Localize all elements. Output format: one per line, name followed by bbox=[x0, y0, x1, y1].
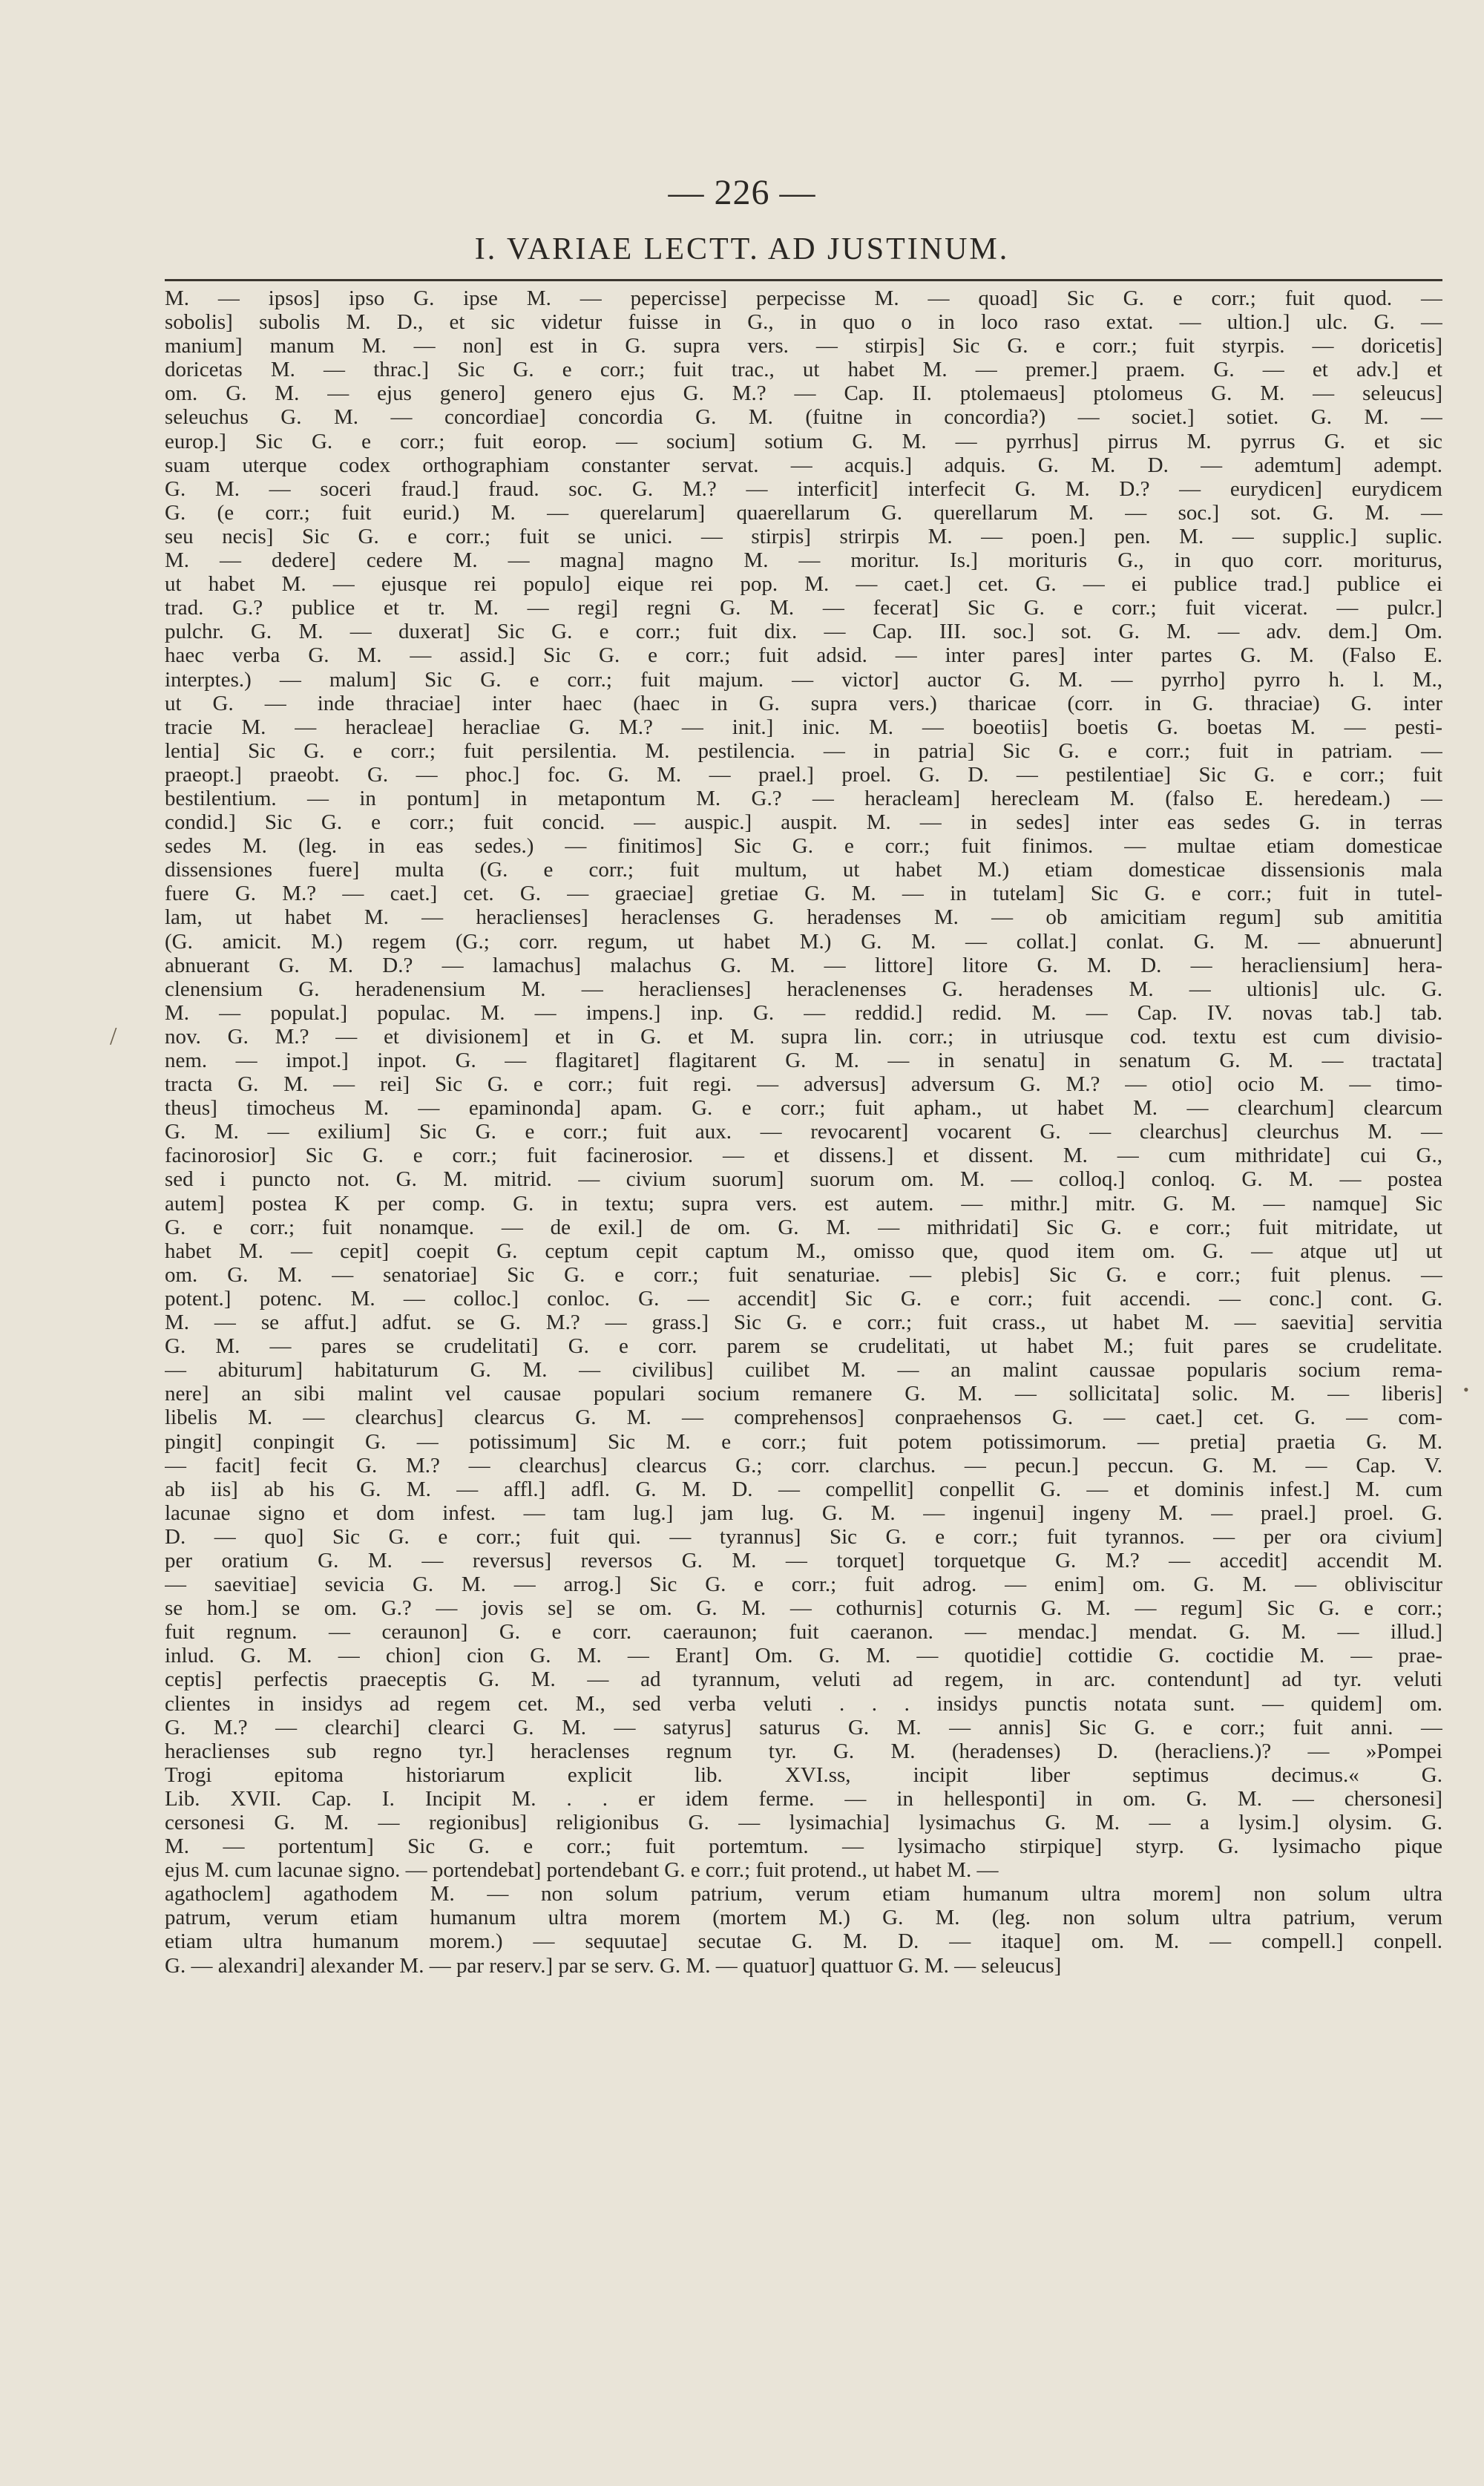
text-line: bestilentium. — in pontum] in metapontum M. G.? — heracleam] herecleam M. (falso E. heredeam.) — bbox=[165, 786, 1442, 810]
text-line: clientes in insidys ad regem cet. M., sed verba veluti . . . insidys punctis notata sunt. — quidem] om. bbox=[165, 1691, 1442, 1716]
text-line: G. M.? — clearchi] clearci G. M. — satyrus] saturus G. M. — annis] Sic G. e corr.; fuit anni. — bbox=[165, 1715, 1442, 1739]
text-line: ceptis] perfectis praeceptis G. M. — ad tyrannum, veluti ad regem, in arc. contendunt] ad tyr. veluti bbox=[165, 1667, 1442, 1692]
text-line: suam uterque codex orthographiam constanter servat. — acquis.] adquis. G. M. D. — ademtum] adempt. bbox=[165, 453, 1442, 477]
text-line: sobolis] subolis M. D., et sic videtur fuisse in G., in quo o in loco raso extat. — ultion.] ulc. G. — bbox=[165, 310, 1442, 335]
text-line: cersonesi G. M. — regionibus] religionibus G. — lysimachia] lysimachus G. M. — a lysim.] olysim. G. bbox=[165, 1811, 1442, 1834]
text-line: facinorosior] Sic G. e corr.; fuit facinerosior. — et dissens.] et dissent. M. — cum mithridate] cui G., bbox=[165, 1144, 1442, 1168]
text-line: nere] an sibi malint vel causae populari socium remanere G. M. — sollicitata] solic. M. — liberis] bbox=[165, 1382, 1442, 1406]
text-line: pulchr. G. M. — duxerat] Sic G. e corr.; fuit dix. — Cap. III. soc.] sot. G. M. — adv. dem.] Om. bbox=[165, 620, 1442, 644]
running-head: I. VARIAE LECTT. AD JUSTINUM. bbox=[474, 232, 1010, 266]
text-line: heraclienses sub regno tyr.] heraclenses regnum tyr. G. M. (heradenses) D. (heracliens.)? — »Pompei bbox=[165, 1739, 1442, 1763]
text-line: om. G. M. — senatoriae] Sic G. e corr.; fuit senaturiae. — plebis] Sic G. e corr.; fuit plenus. — bbox=[165, 1262, 1442, 1287]
text-line: fuit regnum. — ceraunon] G. e corr. caeraunon; fuit caeranon. — mendac.] mendat. G. M. — illud.] bbox=[165, 1620, 1442, 1644]
text-line: — saevitiae] sevicia G. M. — arrog.] Sic G. e corr.; fuit adrog. — enim] om. G. M. — obliviscitur bbox=[165, 1572, 1442, 1597]
text-line: lacunae signo et dom infest. — tam lug.] jam lug. G. M. — ingenui] ingeny M. — prael.] proel. G. bbox=[165, 1501, 1442, 1525]
text-line: Trogi epitoma historiarum explicit lib. XVI.ss, incipit liber septimus decimus.« G. bbox=[165, 1762, 1442, 1787]
text-line: ejus M. cum lacunae signo. — portendebat] portendebant G. e corr.; fuit protend., ut habet M. — bbox=[165, 1858, 999, 1883]
text-line: fuere G. M.? — caet.] cet. G. — graeciae] gretiae G. M. — in tutelam] Sic G. e corr.; fuit in tutel- bbox=[165, 882, 1442, 906]
margin-mark-right: • bbox=[1463, 1380, 1469, 1399]
text-line: (G. amicit. M.) regem (G.; corr. regum, ut habet M.) G. M. — collat.] conlat. G. M. — abnuerunt] bbox=[165, 929, 1442, 954]
text-line: seleuchus G. M. — concordiae] concordia G. M. (fuitne in concordia?) — societ.] sotiet. G. M. — bbox=[165, 405, 1442, 430]
header-rule bbox=[165, 279, 1442, 281]
text-line: tracie M. — heracleae] heracliae G. M.? — init.] inic. M. — boeotiis] boetis G. boetas M. — pesti- bbox=[165, 715, 1442, 739]
text-line: G. e corr.; fuit nonamque. — de exil.] de om. G. M. — mithridati] Sic G. e corr.; fuit mitridate, ut bbox=[165, 1215, 1442, 1239]
text-line: Lib. XVII. Cap. I. Incipit M. . . er idem ferme. — in hellesponti] in om. G. M. — chersonesi] bbox=[165, 1786, 1442, 1811]
text-line: patrum, verum etiam humanum ultra morem (mortem M.) G. M. (leg. non solum ultra patrium, verum bbox=[165, 1906, 1442, 1930]
text-line: dissensiones fuere] multa (G. e corr.; fuit multum, ut habet M.) etiam domesticae dissensionis mala bbox=[165, 858, 1442, 882]
text-line: haec verba G. M. — assid.] Sic G. e corr.; fuit adsid. — inter pares] inter partes G. M. (Falso E. bbox=[165, 643, 1442, 668]
text-line: lentia] Sic G. e corr.; fuit persilentia. M. pestilencia. — in patria] Sic G. e corr.; fuit in patriam. — bbox=[165, 738, 1442, 763]
text-line: nov. G. M.? — et divisionem] et in G. et M. supra lin. corr.; in utriusque cod. textu est cum divisio- bbox=[165, 1024, 1442, 1049]
text-line: — facit] fecit G. M.? — clearchus] clearcus G.; corr. clarchus. — pecun.] peccun. G. M. — Cap. V. bbox=[165, 1453, 1442, 1478]
text-line: pingit] conpingit G. — potissimum] Sic M. e corr.; fuit potem potissimorum. — pretia] praetia G. M. bbox=[165, 1429, 1442, 1454]
text-line: seu necis] Sic G. e corr.; fuit se unici. — stirpis] strirpis M. — poen.] pen. M. — supplic.] suplic. bbox=[165, 524, 1442, 548]
text-line: condid.] Sic G. e corr.; fuit concid. — auspic.] auspit. M. — in sedes] inter eas sedes G. in terras bbox=[165, 810, 1442, 835]
text-line: per oratium G. M. — reversus] reversos G. M. — torquet] torquetque G. M.? — accedit] accendit M. bbox=[165, 1548, 1442, 1572]
text-line: lam, ut habet M. — heraclienses] heraclenses G. heradenses M. — ob amicitiam regum] sub amititia bbox=[165, 905, 1442, 930]
text-line: M. — portentum] Sic G. e corr.; fuit portemtum. — lysimacho stirpique] styrp. G. lysimacho pique bbox=[165, 1834, 1442, 1859]
text-line: libelis M. — clearchus] clearcus G. M. — comprehensos] conpraehensos G. — caet.] cet. G. — com- bbox=[165, 1406, 1442, 1430]
text-line: autem] postea K per comp. G. in textu; supra vers. est autem. — mithr.] mitr. G. M. — namque] Sic bbox=[165, 1191, 1442, 1216]
text-line: ut G. — inde thraciae] inter haec (haec in G. supra vers.) tharicae (corr. in G. thraciae) G. inter bbox=[165, 691, 1442, 715]
text-line: interptes.) — malum] Sic G. e corr.; fuit majum. — victor] auctor G. M. — pyrrho] pyrro h. l. M., bbox=[165, 667, 1442, 692]
text-line: M. — se affut.] adfut. se G. M.? — grass.] Sic G. e corr.; fuit crass., ut habet M. — saevitia] servitia bbox=[165, 1311, 1442, 1335]
text-line: G. — alexandri] alexander M. — par reserv.] par se serv. G. M. — quatuor] quattuor G. M. — seleucus] bbox=[165, 1953, 1062, 1978]
text-line: nem. — impot.] inpot. G. — flagitaret] flagitarent G. M. — in senatu] in senatum G. M. — tractata] bbox=[165, 1049, 1442, 1072]
text-line: D. — quo] Sic G. e corr.; fuit qui. — tyrannus] Sic G. e corr.; fuit tyrannos. — per ora civium] bbox=[165, 1524, 1442, 1549]
text-line: M. — dedere] cedere M. — magna] magno M. — moritur. Is.] morituris G., in quo corr. moriturus, bbox=[165, 548, 1442, 573]
text-line: etiam ultra humanum morem.) — sequutae] secutae G. M. D. — itaque] om. M. — compell.] conpell. bbox=[165, 1929, 1442, 1954]
text-line: M. — ipsos] ipso G. ipse M. — pepercisse] perpecisse M. — quoad] Sic G. e corr.; fuit quod. — bbox=[165, 286, 1442, 310]
text-line: clenensium G. heradenensium M. — heraclienses] heraclenenses G. heradenses M. — ultionis] ulc. G. bbox=[165, 977, 1442, 1001]
text-line: potent.] potenc. M. — colloc.] conloc. G. — accendit] Sic G. e corr.; fuit accendi. — conc.] cont. G. bbox=[165, 1286, 1442, 1311]
text-line: habet M. — cepit] coepit G. ceptum cepit captum M., omisso que, quod item om. G. — atque ut] ut bbox=[165, 1239, 1442, 1263]
text-line: ab iis] ab his G. M. — affl.] adfl. G. M. D. — compellit] conpellit G. — et dominis infest.] M. cum bbox=[165, 1477, 1442, 1501]
text-line: sedes M. (leg. in eas sedes.) — finitimos] Sic G. e corr.; fuit finimos. — multae etiam domesticae bbox=[165, 834, 1442, 859]
text-line: sed i puncto not. G. M. mitrid. — civium suorum] suorum om. M. — colloq.] conloq. G. M. — postea bbox=[165, 1167, 1442, 1192]
text-line: M. — populat.] populac. M. — impens.] inp. G. — reddid.] redid. M. — Cap. IV. novas tab.] tab. bbox=[165, 1000, 1442, 1025]
text-line: tracta G. M. — rei] Sic G. e corr.; fuit regi. — adversus] adversum G. M.? — otio] ocio M. — timo- bbox=[165, 1072, 1442, 1097]
margin-mark-left: / bbox=[110, 1023, 117, 1050]
text-line: om. G. M. — ejus genero] genero ejus G. M.? — Cap. II. ptolemaeus] ptolomeus G. M. — seleucus] bbox=[165, 381, 1442, 406]
text-line: inlud. G. M. — chion] cion G. M. — Erant] Om. G. M. — quotidie] cottidie G. coctidie M. — prae- bbox=[165, 1644, 1442, 1668]
apparatus-text bbox=[165, 286, 1442, 1978]
text-line: G. M. — pares se crudelitati] G. e corr. parem se crudelitati, ut habet M.; fuit pares se crudelitate. bbox=[165, 1334, 1442, 1359]
text-line: G. (e corr.; fuit eurid.) M. — querelarum] quaerellarum G. querellarum M. — soc.] sot. G. M. — bbox=[165, 500, 1442, 525]
text-line: manium] manum M. — non] est in G. supra vers. — stirpis] Sic G. e corr.; fuit styrpis. — doricetis] bbox=[165, 334, 1442, 358]
text-line: doricetas M. — thrac.] Sic G. e corr.; fuit trac., ut habet M. — premer.] praem. G. — et adv.] et bbox=[165, 358, 1442, 382]
text-line: — abiturum] habitaturum G. M. — civilibus] cuilibet M. — an malint caussae popularis socium rema- bbox=[165, 1358, 1442, 1383]
text-line: praeopt.] praeobt. G. — phoc.] foc. G. M. — prael.] proel. G. D. — pestilentiae] Sic G. e corr.; fuit bbox=[165, 762, 1442, 787]
text-line: G. M. — exilium] Sic G. e corr.; fuit aux. — revocarent] vocarent G. — clearchus] cleurchus M. — bbox=[165, 1120, 1442, 1144]
text-line: se hom.] se om. G.? — jovis se] se om. G. M. — cothurnis] coturnis G. M. — regum] Sic G. e corr.; bbox=[165, 1596, 1442, 1621]
page-number: — 226 — bbox=[668, 173, 816, 212]
text-line: europ.] Sic G. e corr.; fuit eorop. — socium] sotium G. M. — pyrrhus] pirrus M. pyrrus G. et sic bbox=[165, 429, 1442, 453]
text-line: agathoclem] agathodem M. — non solum patrium, verum etiam humanum ultra morem] non solum ultra bbox=[165, 1882, 1442, 1906]
text-line: trad. G.? publice et tr. M. — regi] regni G. M. — fecerat] Sic G. e corr.; fuit vicerat. — pulcr.] bbox=[165, 596, 1442, 620]
text-line: ut habet M. — ejusque rei populo] eique rei pop. M. — caet.] cet. G. — ei publice trad.] publice ei bbox=[165, 572, 1442, 597]
text-line: G. M. — soceri fraud.] fraud. soc. G. M.? — interficit] interfecit G. M. D.? — eurydicen] eurydicem bbox=[165, 476, 1442, 501]
text-line: theus] timocheus M. — epaminonda] apam. G. e corr.; fuit apham., ut habet M. — clearchum] clearcum bbox=[165, 1096, 1442, 1121]
text-line: abnuerant G. M. D.? — lamachus] malachus G. M. — littore] litore G. M. D. — heracliensium] hera- bbox=[165, 953, 1442, 977]
